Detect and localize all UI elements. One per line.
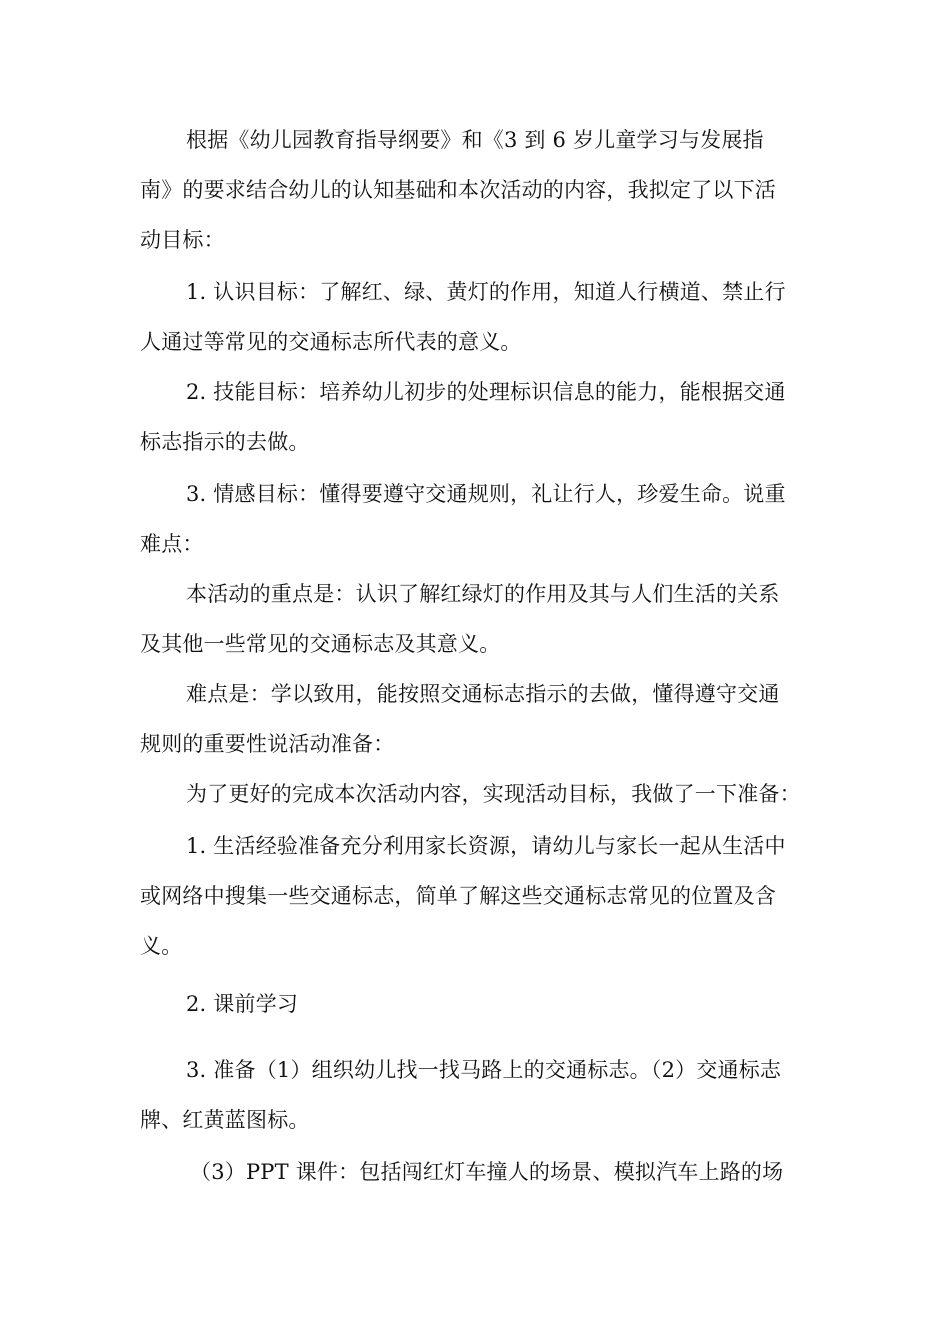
paragraph-line: 或网络中搜集一些交通标志，简单了解这些交通标志常见的位置及含 [140, 884, 776, 908]
paragraph-line: 牌、红黄蓝图标。 [140, 1108, 310, 1132]
paragraph-line: 标志指示的去做。 [140, 430, 310, 454]
paragraph-line: （3）PPT 课件：包括闯红灯车撞人的场景、模拟汽车上路的场 [190, 1160, 784, 1184]
paragraph-line: 本活动的重点是：认识了解红绿灯的作用及其与人们生活的关系 [186, 582, 780, 606]
paragraph-line: 根据《幼儿园教育指导纲要》和《3 到 6 岁儿童学习与发展指 [186, 128, 764, 152]
paragraph-line: 义。 [140, 934, 183, 958]
paragraph-line: 南》的要求结合幼儿的认知基础和本次活动的内容，我拟定了以下活 [140, 178, 776, 202]
paragraph-line: 难点是：学以致用，能按照交通标志指示的去做，懂得遵守交通 [186, 682, 780, 706]
paragraph-line: 难点： [140, 532, 204, 556]
paragraph-line: 1. 认识目标：了解红、绿、黄灯的作用，知道人行横道、禁止行 [186, 280, 786, 304]
paragraph-line: 动目标： [140, 228, 225, 252]
paragraph-line: 3. 情感目标：懂得要遵守交通规则，礼让行人，珍爱生命。说重 [186, 482, 786, 506]
paragraph-line: 3. 准备（1）组织幼儿找一找马路上的交通标志。（2）交通标志 [186, 1058, 782, 1082]
paragraph-line: 规则的重要性说活动准备： [140, 732, 395, 756]
paragraph-line: 及其他一些常见的交通标志及其意义。 [140, 632, 501, 656]
paragraph-line: 为了更好的完成本次活动内容，实现活动目标，我做了一下准备： [186, 782, 801, 806]
paragraph-line: 人通过等常见的交通标志所代表的意义。 [140, 330, 522, 354]
paragraph-line: 2. 技能目标：培养幼儿初步的处理标识信息的能力，能根据交通 [186, 380, 786, 404]
paragraph-line: 1. 生活经验准备充分利用家长资源，请幼儿与家长一起从生活中 [186, 834, 786, 858]
paragraph-line: 2. 课前学习 [186, 992, 299, 1016]
